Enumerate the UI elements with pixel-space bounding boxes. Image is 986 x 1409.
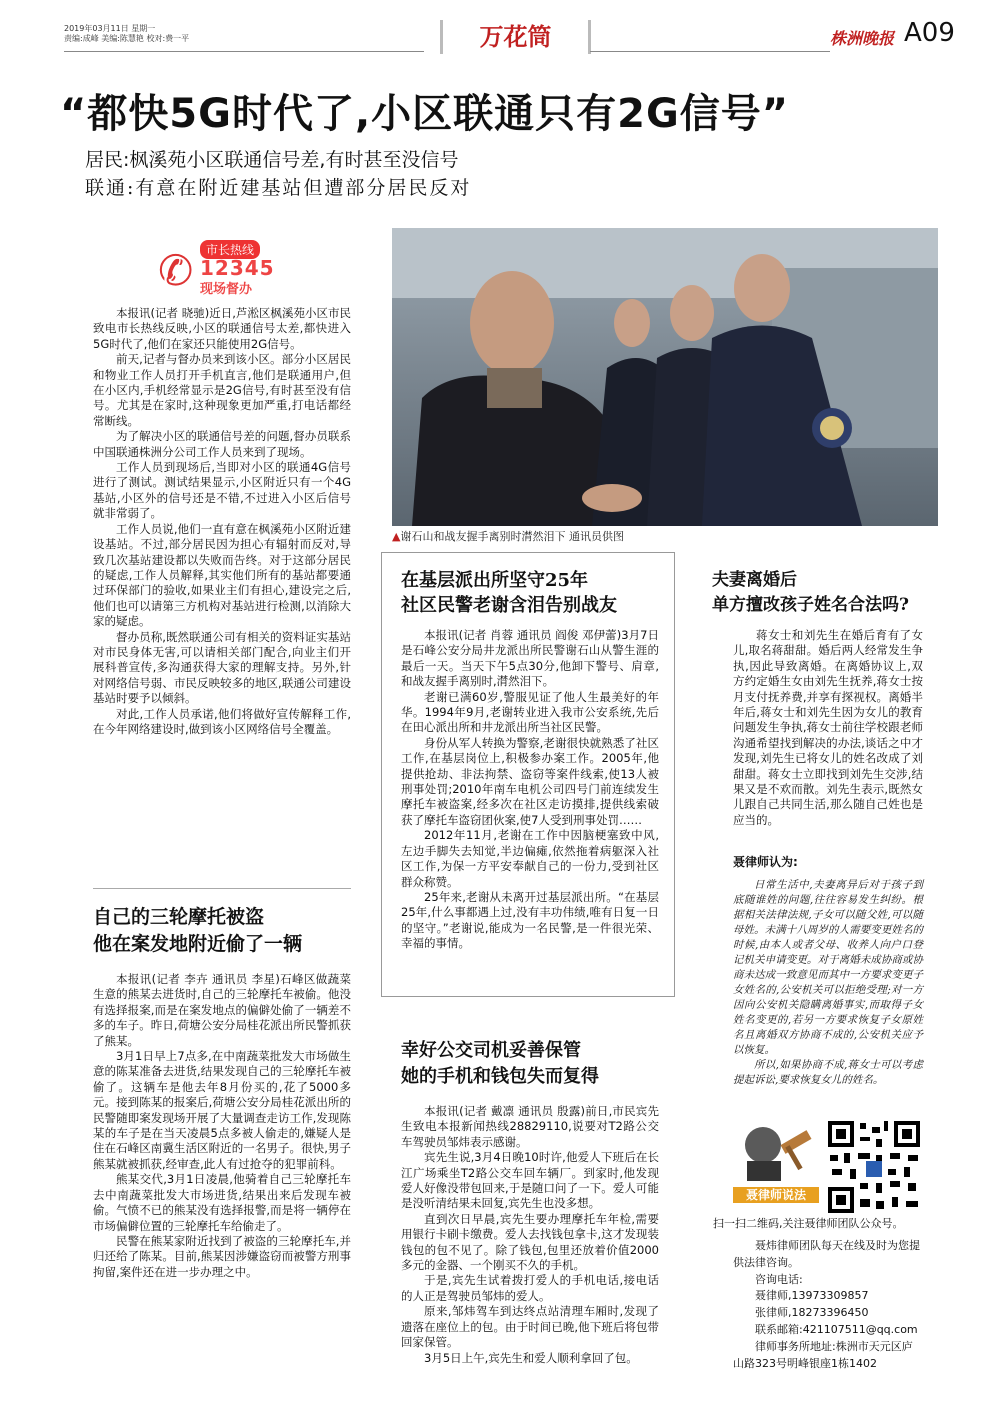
- story-d-title-line1: 夫妻离婚后: [712, 570, 797, 590]
- story-c-body: [401, 1104, 659, 1366]
- news-photo: [392, 228, 938, 526]
- hotline-number: 12345: [200, 256, 275, 280]
- story-c-paragraph: 宾先生说,3月4日晚10时许,他爱人下班后在长江广场乘坐T2路公交车回车辆厂。到家时,他发现爱人好像没带包回来,于是随口问了一下。爱人可能是没听清结果未回复,宾先生也没多想。: [401, 1150, 659, 1211]
- qr-code-icon: [824, 1117, 924, 1217]
- lead-paragraph: 对此,工作人员承诺,他们将做好宣传解释工作,在今年网络建设时,做到该小区网络信号全覆盖。: [93, 706, 351, 736]
- lead-paragraph: 工作人员到现场后,当即对小区的联通4G信号进行了测试。测试结果显示,小区附近只有一个4G基站,小区外的信号还是不错,不过进入小区后信号就非常弱了。: [93, 460, 351, 521]
- story-d-body: [733, 628, 923, 828]
- story-c-paragraph: 本报讯(记者 戴凛 通讯员 殷露)前日,市民宾先生致电本报新闻热线28829110,说要对T2路公交车驾驶员邹炜表示感谢。: [401, 1104, 659, 1149]
- lead-paragraph: 工作人员说,他们一直有意在枫溪苑小区附近建设基站。不过,部分居民因为担心有辐射而反对,导致几次基站建设都以失败而告终。对于这部分居民的疑虑,工作人员解释,其实他们所有的基站都要通过环保部门的验收,如果业主们有担心,建设完之后,他们也可以请第三方机构对基站进行检测,以消除大家的疑虑。: [93, 521, 351, 629]
- lead-paragraph: 前天,记者与督办员来到该小区。部分小区居民和物业工作人员打开手机直言,他们是联通用户,但在小区内,手机经常显示是2G信号,有时甚至没有信号。尤其是在家时,这种现象更加严重,打电话都经常断线。: [93, 352, 351, 428]
- photo-caption: [392, 528, 624, 544]
- lawyer-opinion-body: [733, 878, 923, 1088]
- story-c-paragraph: 于是,宾先生试着拨打爱人的手机电话,接电话的人正是驾驶员邹炜的爱人。: [401, 1273, 659, 1303]
- contact-label: 咨询电话:: [755, 1272, 803, 1286]
- hotline-label: 市长热线: [200, 240, 260, 259]
- header-meta: [64, 24, 424, 44]
- contact-line: 张律师,18273396450: [755, 1306, 869, 1320]
- lead-subtitle-1: 居民:枫溪苑小区联通信号差,有时甚至没信号: [85, 149, 459, 171]
- story-c-title: [401, 1038, 599, 1090]
- story-c-paragraph: 原来,邹炜驾车到达终点站清理车厢时,发现了遗落在座位上的包。由于时间已晚,他下班后将包带回家保管。: [401, 1304, 659, 1350]
- story-a-paragraph: 3月1日早上7点多,在中南蔬菜批发大市场做生意的陈某准备去进货,结果发现自己的三轮摩托车被偷了。这辆车是他去年8月份买的,花了5000多元。接到陈某的报案后,荷塘公安分局桂花派出所的民警随即案发现场开展了大量调查走访工作,发现陈某的车子是在当天凌晨5点多被人偷走的,嫌疑人是住在石峰区南冀生活区附近的一名男子。很快,男子熊某就被抓获,经审查,此人有过抢夺的犯罪前科。: [93, 1049, 351, 1171]
- caption-triangle-icon: ▲: [392, 530, 401, 543]
- lawyer-opinion-title: 聂律师认为:: [733, 855, 798, 869]
- story-a-title: [93, 904, 302, 958]
- story-d-title: [712, 568, 909, 618]
- divider: [93, 888, 351, 889]
- story-b-title-line1: 在基层派出所坚守25年: [401, 570, 589, 591]
- caption-text: 谢石山和战友握手离别时潸然泪下 通讯员供图: [400, 530, 624, 543]
- story-a-paragraph: 熊某交代,3月1日凌晨,他骑着自己三轮摩托车去中南蔬菜批发大市场进货,结果出来后发现车被偷。气愤不已的熊某没有选择报警,而是将一辆停在市场偏僻位置的三轮摩托车给偷走了。: [93, 1172, 351, 1233]
- story-b-paragraph: 2012年11月,老谢在工作中因脑梗塞致中风,左边手脚失去知觉,半边偏瘫,依然拖着病躯深入社区工作,为保一方平安奉献自己的一份力,受到社区群众称赞。: [401, 828, 659, 889]
- story-b-paragraph: 老谢已满60岁,警服见证了他人生最美好的年华。1994年9月,老谢转业进入我市公安系统,先后在田心派出所和井龙派出所当社区民警。: [401, 689, 659, 735]
- hotline-logo: [158, 240, 278, 302]
- story-a-title-line1: 自己的三轮摩托被盗: [93, 906, 265, 928]
- lead-headline: “都快5G时代了,小区联通只有2G信号”: [60, 91, 790, 137]
- story-c-title-line1: 幸好公交司机妥善保管: [401, 1040, 581, 1061]
- hotline-subtitle: 现场督办: [200, 282, 253, 297]
- phone-icon: ✆: [158, 246, 194, 295]
- lead-body: [93, 306, 351, 737]
- lawyer-paragraph: 所以,如果协商不成,蒋女士可以考虑提起诉讼,要求恢复女儿的姓名。: [733, 1059, 923, 1086]
- paper-name-logo: 株洲晚报: [830, 29, 895, 48]
- story-c-paragraph: 3月5日上午,宾先生和爱人顺利拿回了包。: [424, 1350, 638, 1365]
- lead-paragraph: 为了解决小区的联通信号差的问题,督办员联系中国联通株洲分公司工作人员来到了现场。: [93, 429, 351, 459]
- story-a-body: [93, 972, 351, 1280]
- lead-subtitle-2: 联通:有意在附近建基站但遭部分居民反对: [85, 177, 472, 199]
- header-rule-left: [64, 51, 424, 52]
- section-title: 万花筒: [440, 20, 591, 54]
- story-a-title-line2: 他在案发地附近偷了一辆: [93, 933, 303, 955]
- lead-paragraph: 本报讯(记者 晓驰)近日,芦淞区枫溪苑小区市民致电市长热线反映,小区的联通信号太差,都快进入5G时代了,他们在家还只能使用2G信号。: [93, 306, 351, 351]
- story-b-paragraph: 本报讯(记者 肖蓉 通讯员 阎俊 邓伊蕾)3月7日是石峰公安分局井龙派出所民警谢石山从警生涯的最后一天。当天下午5点30分,他卸下警号、肩章,和战友握手离别时,潸然泪下。: [401, 628, 659, 689]
- story-a-paragraph: 民警在熊某家附近找到了被盗的三轮摩托车,并归还给了陈某。目前,熊某因涉嫌盗窃而被警方刑事拘留,案件还在进一步办理之中。: [93, 1233, 351, 1279]
- lead-paragraph: 督办员称,既然联通公司有相关的资料证实基站对市民身体无害,可以请相关部门配合,向业主们开展科普宣传,多沟通获得大家的理解支持。另外,针对网络信号弱、市民反映较多的地区,联通公司建设基站时要予以倾斜。: [93, 629, 351, 706]
- story-a-paragraph: 本报讯(记者 李卉 通讯员 李星)石峰区做蔬菜生意的熊某去进货时,自己的三轮摩托车被偷。他没有选择报案,而是在案发地点的偏僻处偷了一辆差不多的车子。昨日,荷塘公安分局桂花派出所民警抓获了熊某。: [93, 972, 351, 1048]
- contact-line: 聂律师,13973309857: [755, 1289, 869, 1303]
- story-b-title: [401, 568, 617, 618]
- lawyer-badge-text: 聂律师说法: [733, 1187, 819, 1203]
- qr-code[interactable]: [824, 1117, 924, 1217]
- contact-line: 联系邮箱:421107511@qq.com: [755, 1322, 918, 1336]
- story-c-title-line2: 她的手机和钱包失而复得: [401, 1066, 599, 1087]
- contact-intro: 聂炜律师团队每天在线及时为您提供法律咨询。: [733, 1239, 920, 1269]
- header-rule-right: [590, 51, 830, 52]
- police-farewell-photo: [392, 228, 938, 526]
- story-b-body: [401, 628, 659, 952]
- lawyer-badge: [733, 1117, 819, 1203]
- lawyer-contact: [733, 1238, 923, 1372]
- header-date: 2019年03月11日 星期一: [64, 24, 156, 33]
- story-b-paragraph: 25年来,老谢从未离开过基层派出所。“在基层25年,什么事都遇上过,没有丰功伟绩,唯有日复一日的坚守。”老谢说,能成为一名民警,是一件很光荣、幸福的事情。: [401, 889, 659, 951]
- header-editors: 责编:成峰 美编:陈慧艳 校对:费一平: [64, 34, 190, 43]
- story-b-title-line2: 社区民警老谢含泪告别战友: [401, 595, 617, 616]
- page-number: A09: [904, 18, 955, 48]
- story-d-title-line2: 单方擅改孩子姓名合法吗?: [712, 595, 909, 615]
- story-c-paragraph: 直到次日早晨,宾先生要办理摩托车年检,需要用银行卡刷卡缴费。爱人去找钱包拿卡,这才发现装钱包的包不见了。除了钱包,包里还放着价值2000多元的金器、一个刚买不久的手机。: [401, 1211, 659, 1273]
- story-d-paragraph: 蒋女士和刘先生在婚后育有了女儿,取名蒋甜甜。婚后两人经常发生争执,因此导致离婚。在离婚协议上,双方约定婚生女由刘先生抚养,蒋女士按月支付抚养费,并享有探视权。离婚半年后,蒋女士和刘先生因为女儿的教育问题发生争执,蒋女士前往学校跟老师沟通希望找到解决的办法,谈话之中才发现,刘先生已将女儿的姓名改成了刘甜甜。蒋女士立即找到刘先生交涉,结果又是不欢而散。刘先生表示,既然女儿跟自己共同生活,那么随自己姓也是应当的。: [733, 628, 923, 827]
- qr-scan-text: 扫一扫二维码,关注聂律师团队公众号。: [713, 1217, 904, 1230]
- story-b-paragraph: 身份从军人转换为警察,老谢很快就熟悉了社区工作,在基层岗位上,积极参办案工作。2005年,他提供抢劫、非法拘禁、盗窃等案件线索,使13人被刑事处罚;2010年南车电机公司四号门前连续发生摩托车被盗案,经多次在社区走访摸排,提供线索破获了摩托车盗窃团伙案,使7人受到刑事处罚……: [401, 735, 659, 827]
- lawyer-paragraph: 日常生活中,夫妻离异后对于孩子到底随谁姓的问题,往往容易发生纠纷。根据相关法律法规,子女可以随父姓,可以随母姓。未满十八周岁的人需要变更姓名的时候,由本人或者父母、收养人向户口登记机关申请变更。对于离婚未成协商或协商未达成一致意见而其中一方要求变更子女姓名的,公安机关可以拒绝受理;对一方因向公安机关隐瞒离婚事实,而取得子女姓名变更的,若另一方要求恢复子女原姓名且离婚双方协商不成的,公安机关应予以恢复。: [733, 879, 923, 1056]
- contact-line: 律师事务所地址:株洲市天元区庐山路323号明峰银座1栋1402: [733, 1339, 913, 1370]
